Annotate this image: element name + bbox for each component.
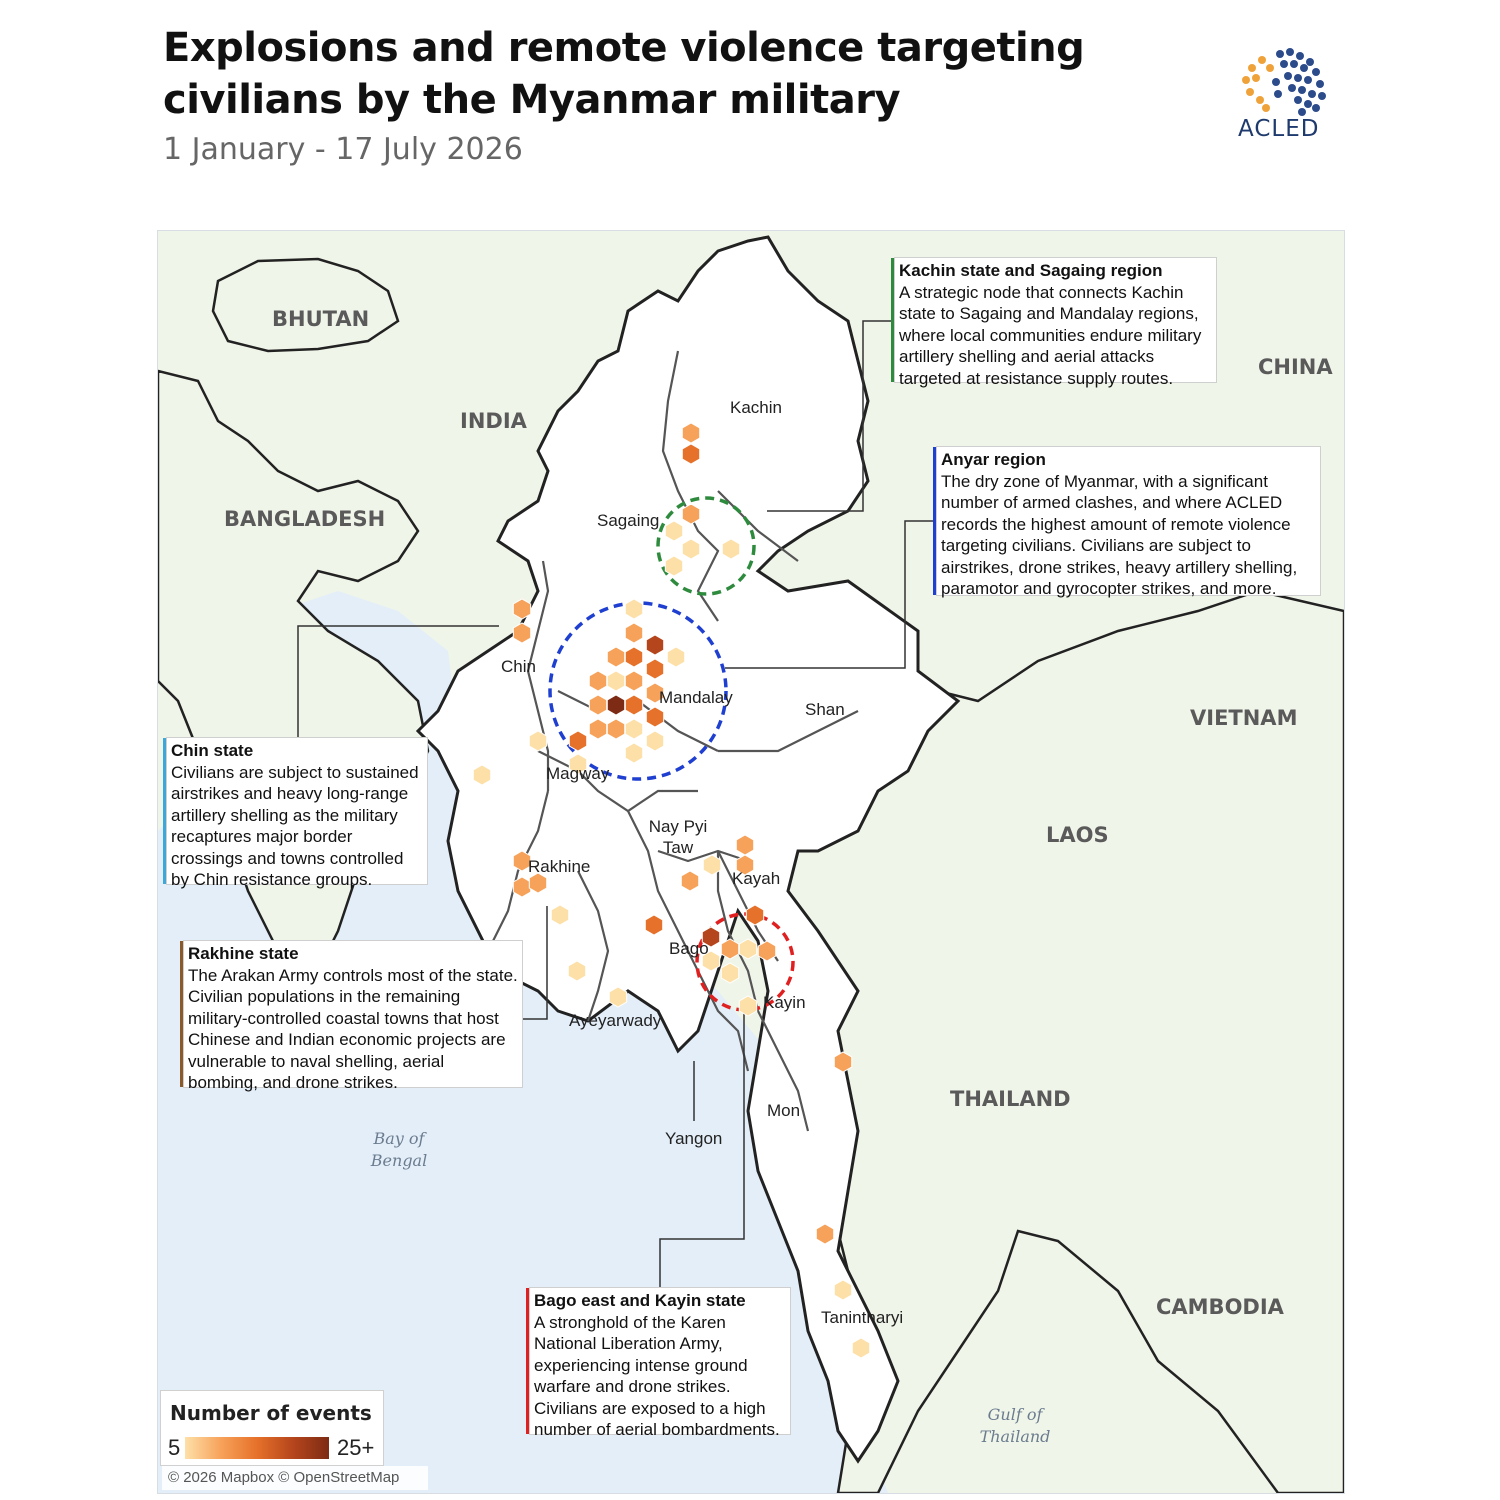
region-label-chin: Chin [501,657,536,676]
callout-text: A stronghold of the Karen National Liberation Army, experiencing intense ground warfare and drone strikes. Civilians are exposed to a high number of aerial bombardments. [534,1312,780,1439]
region-label-mon: Mon [767,1101,801,1120]
event-hexagon[interactable] [607,695,624,715]
event-hexagon[interactable] [739,939,756,959]
callout-text: Civilians are subject to sustained airstrikes and heavy long-range artillery shelling as the military recaptures major border crossings and towns controlled by Chin resistance groups. [171,762,419,889]
event-hexagon[interactable] [665,521,682,541]
event-hexagon[interactable] [589,695,606,715]
country-label-india: INDIA [460,409,527,433]
country-label-china: CHINA [1258,355,1333,379]
event-hexagon[interactable] [568,961,585,981]
event-hexagon[interactable] [746,905,763,925]
country-label-bangladesh: BANGLADESH [224,507,386,531]
event-hexagon[interactable] [682,539,699,559]
region-label-bago: Bago [669,939,709,958]
event-hexagon[interactable] [645,915,662,935]
event-hexagon[interactable] [834,1052,851,1072]
callout-kachin-sagaing [894,257,1217,388]
event-hexagon[interactable] [513,599,530,619]
event-hexagon[interactable] [625,695,642,715]
country-label-thailand: THAILAND [950,1087,1071,1111]
event-hexagon[interactable] [665,556,682,576]
region-label-magway: Magway [546,764,610,783]
region-label-tanintharyi: Tanintharyi [821,1308,904,1327]
callout-title: Anyar region [941,450,1046,469]
legend-min-label: 5 [168,1435,181,1460]
region-label-mandalay: Mandalay [659,688,733,707]
callout-title: Chin state [171,741,254,760]
callout-anyar [936,446,1321,596]
callout-bar [526,1288,529,1434]
country-label-vietnam: VIETNAM [1190,706,1298,730]
region-label-ayeyarwady: Ayeyarwady [569,1011,662,1030]
event-hexagon[interactable] [609,987,626,1007]
event-hexagon[interactable] [721,963,738,983]
callout-text: A strategic node that connects Kachin state to Sagaing and Mandalay regions, where local communities endure military artillery shelling and aerial attacks targeted at resistance supply routes. [899,282,1202,388]
event-hexagon[interactable] [646,731,663,751]
callout-rakhine [183,940,523,1092]
legend-max-label: 25+ [337,1435,375,1460]
callout-title: Bago east and Kayin state [534,1291,746,1310]
region-label-kachin: Kachin [730,398,782,417]
callout-text: The dry zone of Myanmar, with a significant number of armed clashes, and where ACLED records the highest amount of remote violence targeting civilians. Civilians are subject to airstrikes, drone strikes, heavy artillery shelling, paramotor and gyrocopter strikes, and more. [941,471,1298,598]
callout-bar [891,258,894,382]
event-hexagon[interactable] [625,719,642,739]
event-hexagon[interactable] [646,659,663,679]
event-hexagon[interactable] [682,423,699,443]
event-hexagon[interactable] [646,635,663,655]
event-hexagon[interactable] [551,905,568,925]
event-hexagon[interactable] [513,877,530,897]
water-label-gulf-of-thailand: Gulf of Thailand [979,1405,1051,1446]
event-hexagon[interactable] [667,647,684,667]
event-hexagon[interactable] [721,939,738,959]
region-label-shan: Shan [805,700,845,719]
country-label-bhutan: BHUTAN [272,307,370,331]
callout-chin [166,737,428,889]
page-subtitle: 1 January - 17 July 2026 [163,132,523,167]
water-label-bay-of-bengal: Bay of Bengal [370,1129,428,1170]
page-title: Explosions and remote violence targeting civilians by the Myanmar military [163,25,1085,123]
callout-bar [163,738,166,884]
region-label-kayin: Kayin [763,993,806,1012]
event-hexagon[interactable] [589,719,606,739]
event-hexagon[interactable] [722,539,739,559]
acled-logo-text: ACLED [1238,116,1320,142]
event-hexagon[interactable] [739,996,756,1016]
region-label-yangon: Yangon [665,1129,723,1148]
event-hexagon[interactable] [625,623,642,643]
event-hexagon[interactable] [589,671,606,691]
region-label-rakhine: Rakhine [528,857,591,876]
country-label-laos: LAOS [1046,823,1109,847]
event-hexagon[interactable] [473,765,490,785]
callout-bago-kayin [529,1287,791,1439]
event-hexagon[interactable] [646,707,663,727]
event-hexagon[interactable] [852,1338,869,1358]
event-hexagon[interactable] [682,504,699,524]
event-hexagon[interactable] [607,719,624,739]
callout-title: Kachin state and Sagaing region [899,261,1163,280]
event-hexagon[interactable] [607,671,624,691]
map-attribution[interactable]: © 2026 Mapbox © OpenStreetMap [162,1466,428,1490]
legend-color-scale [185,1437,329,1459]
callout-text: The Arakan Army controls most of the state. Civilian populations in the remaining military-controlled coastal towns that host Chinese and Indian economic projects are vulnerable to naval shelling, aerial bombing, and drone strikes. [188,965,518,1092]
callout-bar [933,447,936,595]
event-hexagon[interactable] [625,671,642,691]
country-label-cambodia: CAMBODIA [1156,1295,1284,1319]
event-hexagon[interactable] [758,941,775,961]
region-label-sagaing: Sagaing [597,511,660,530]
legend-box [160,1390,384,1466]
event-hexagon[interactable] [625,743,642,763]
event-hexagon[interactable] [736,835,753,855]
event-hexagon[interactable] [529,731,546,751]
event-hexagon[interactable] [625,599,642,619]
event-hexagon[interactable] [569,731,586,751]
event-hexagon[interactable] [816,1224,833,1244]
region-label-kayah: Kayah [732,869,781,888]
event-hexagon[interactable] [513,623,530,643]
event-hexagon[interactable] [682,444,699,464]
callout-bar [180,941,183,1087]
event-hexagon[interactable] [607,647,624,667]
event-hexagon[interactable] [681,871,698,891]
legend-title: Number of events [170,1401,372,1425]
callout-title: Rakhine state [188,944,299,963]
event-hexagon[interactable] [703,855,720,875]
region-label-nay-pyi-taw: Nay Pyi Taw [648,817,708,857]
event-hexagon[interactable] [625,647,642,667]
event-hexagon[interactable] [834,1280,851,1300]
